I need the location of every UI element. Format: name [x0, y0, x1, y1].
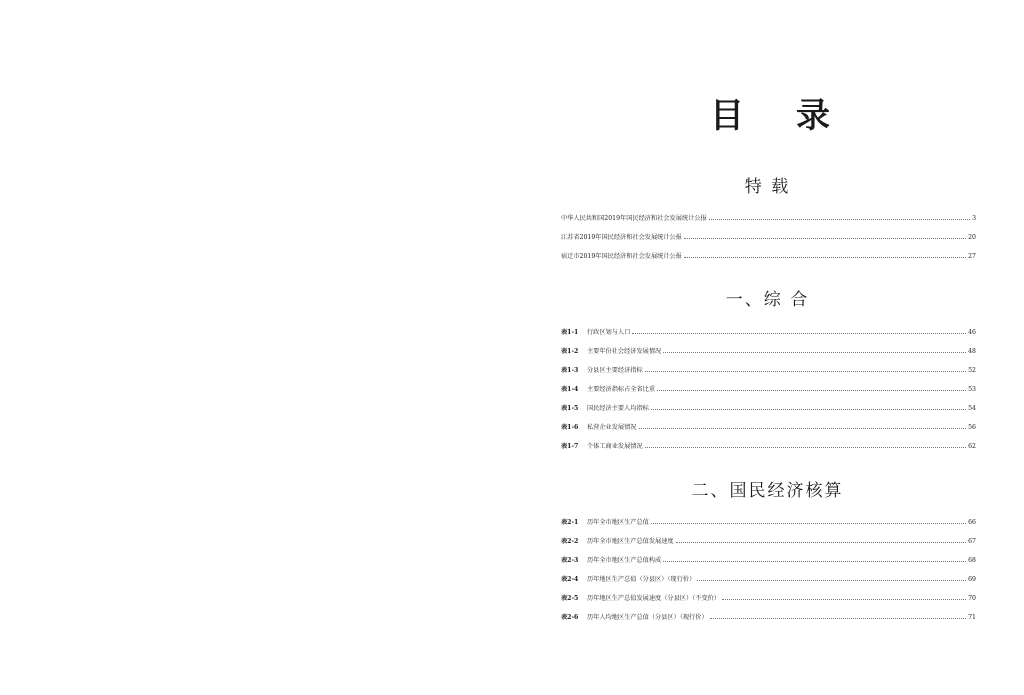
toc-entry-title: 私营企业发展情况: [587, 424, 637, 431]
toc-entry-page: 69: [968, 576, 976, 583]
toc-entry[interactable]: [561, 594, 976, 613]
toc-entry-page: 52: [968, 367, 976, 374]
toc-entry-page: 66: [968, 519, 976, 526]
toc-entry-title: 中华人民共和国2019年国民经济和社会发展统计公报: [561, 215, 707, 222]
toc-entry[interactable]: [561, 442, 976, 461]
toc-entry-title: 国民经济主要人均指标: [587, 405, 649, 412]
title-char-1: 目: [710, 96, 744, 136]
toc-entry-title: 历年全市地区生产总值构成: [587, 557, 662, 564]
toc-dot-leader: [657, 386, 966, 391]
toc-entry-number: 表1-4: [561, 386, 579, 393]
toc-dot-leader: [676, 538, 967, 543]
toc-entry-number: 表2-2: [561, 538, 579, 545]
toc-entry[interactable]: [561, 328, 976, 347]
toc-dot-leader: [684, 234, 966, 239]
toc-entry[interactable]: [561, 556, 976, 575]
toc-entry-title: 历年全市地区生产总值: [587, 519, 649, 526]
toc-dot-leader: [663, 557, 966, 562]
toc-entry-page: 48: [968, 348, 976, 355]
toc-entry-title: 主要年份社会经济发展情况: [587, 348, 662, 355]
toc-entry-title: 江苏省2019年国民经济和社会发展统计公报: [561, 234, 682, 241]
toc-entry-title: 历年地区生产总值（分县区）（现行价）: [587, 576, 696, 583]
toc-dot-leader: [710, 614, 966, 619]
toc-entry[interactable]: [561, 537, 976, 556]
toc-entry-page: 54: [968, 405, 976, 412]
toc-entry-page: 62: [968, 443, 976, 450]
title-char-2: 录: [796, 96, 830, 136]
toc-entry[interactable]: [561, 404, 976, 423]
toc-entry-title: 历年地区生产总值发展速度（分县区）（不变价）: [587, 595, 721, 602]
toc-dot-leader: [639, 424, 967, 429]
toc-dot-leader: [663, 348, 966, 353]
toc-list-general: [561, 328, 976, 461]
toc-dot-leader: [645, 367, 966, 372]
toc-entry-title: 个体工商业发展情况: [587, 443, 643, 450]
toc-entry-title: 历年人均地区生产总值（分县区）（现行价）: [587, 614, 708, 621]
toc-list-special: [561, 214, 976, 271]
toc-entry-number: 表1-5: [561, 405, 579, 412]
toc-entry[interactable]: [561, 518, 976, 537]
toc-entry-title: 行政区划与人口: [587, 329, 631, 336]
toc-entry-page: 27: [968, 253, 976, 260]
toc-entry-title: 分县区主要经济指标: [587, 367, 643, 374]
toc-entry-page: 3: [972, 215, 976, 222]
toc-entry-number: 表1-3: [561, 367, 579, 374]
toc-dot-leader: [709, 215, 970, 220]
toc-dot-leader: [722, 595, 966, 600]
toc-entry[interactable]: [561, 366, 976, 385]
toc-entry-number: 表1-7: [561, 443, 579, 450]
section-heading-special: 特 载: [744, 177, 791, 197]
toc-entry-number: 表1-2: [561, 348, 579, 355]
toc-entry-number: 表2-5: [561, 595, 579, 602]
toc-entry[interactable]: [561, 613, 976, 632]
toc-entry-page: 56: [968, 424, 976, 431]
toc-entry[interactable]: [561, 252, 976, 271]
toc-list-national-accounts: [561, 518, 976, 632]
section-heading-general: 一、综 合: [725, 290, 810, 310]
toc-entry[interactable]: [561, 385, 976, 404]
toc-entry[interactable]: [561, 214, 976, 233]
toc-dot-leader: [697, 576, 966, 581]
toc-entry-page: 46: [968, 329, 976, 336]
toc-entry-number: 表1-1: [561, 329, 579, 336]
toc-entry-page: 53: [968, 386, 976, 393]
toc-dot-leader: [684, 253, 966, 258]
toc-dot-leader: [651, 519, 966, 524]
toc-entry[interactable]: [561, 575, 976, 594]
toc-entry-page: 70: [968, 595, 976, 602]
toc-entry-page: 68: [968, 557, 976, 564]
toc-entry-page: 71: [968, 614, 976, 621]
toc-entry-number: 表2-4: [561, 576, 579, 583]
toc-entry[interactable]: [561, 347, 976, 366]
toc-entry-number: 表2-6: [561, 614, 579, 621]
toc-entry-page: 20: [968, 234, 976, 241]
toc-entry-number: 表2-1: [561, 519, 579, 526]
toc-dot-leader: [632, 329, 966, 334]
section-heading-national-accounts: 二、国民经济核算: [691, 481, 844, 501]
toc-entry[interactable]: [561, 423, 976, 442]
toc-entry-title: 历年全市地区生产总值发展速度: [587, 538, 674, 545]
page-title: [710, 96, 830, 136]
toc-entry-title: 宿迁市2019年国民经济和社会发展统计公报: [561, 253, 682, 260]
toc-entry-number: 表2-3: [561, 557, 579, 564]
toc-dot-leader: [645, 443, 966, 448]
toc-entry-number: 表1-6: [561, 424, 579, 431]
toc-entry-page: 67: [968, 538, 976, 545]
toc-entry-title: 主要经济指标占全省比重: [587, 386, 656, 393]
toc-entry[interactable]: [561, 233, 976, 252]
toc-dot-leader: [651, 405, 966, 410]
